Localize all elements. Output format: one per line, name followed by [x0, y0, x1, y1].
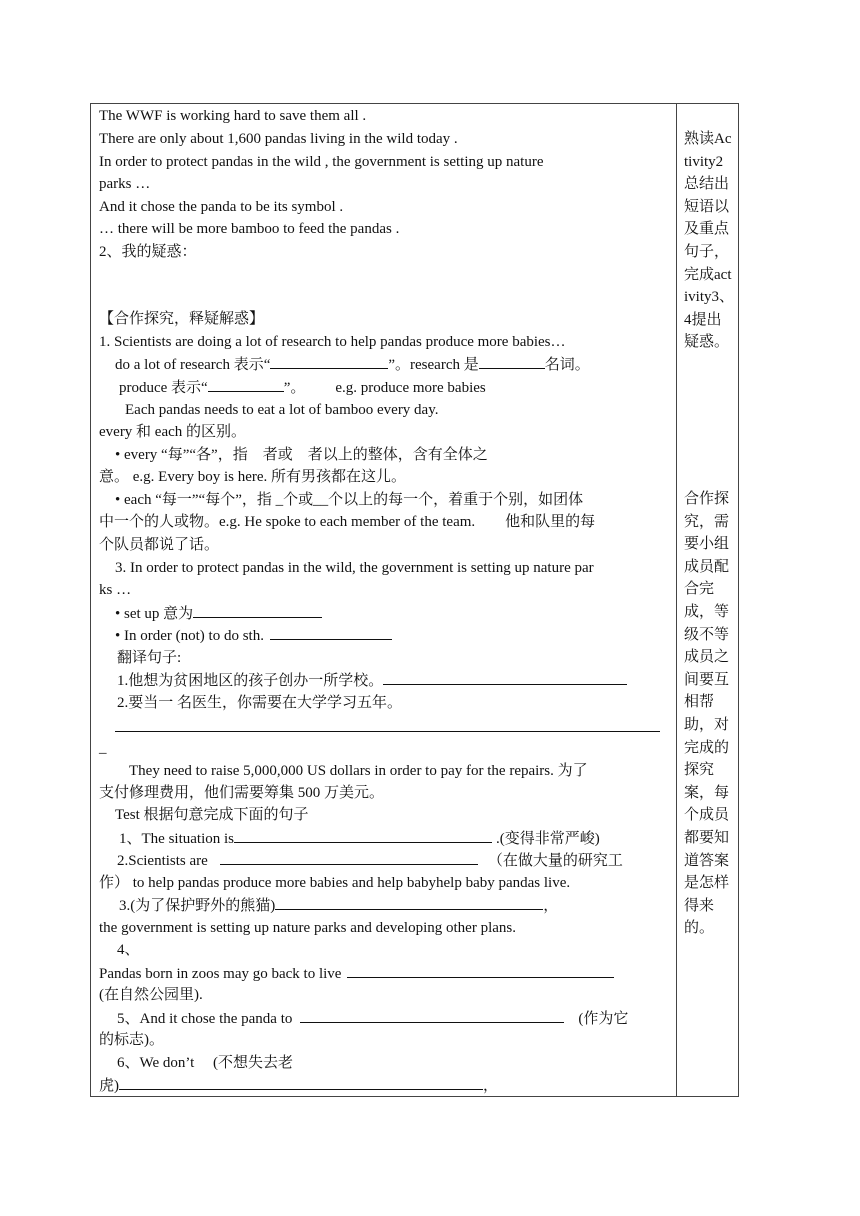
- text: 名词。: [544, 357, 590, 373]
- text-line: They need to raise 5,000,000 US dollars in order to pay for the repairs. 为了: [129, 763, 588, 779]
- text-line: _: [99, 740, 107, 756]
- question-1: 1. Scientists are doing a lot of research to help pandas produce more babies…: [99, 334, 566, 350]
- fill-line: [99, 962, 614, 985]
- text-line: 的标志)。: [99, 1032, 164, 1048]
- answer-line[interactable]: [115, 731, 660, 732]
- test-heading: Test 根据句意完成下面的句子: [115, 807, 309, 823]
- doubts-label: 2、我的疑惑：: [99, 244, 197, 260]
- text: (作为它: [578, 1011, 629, 1027]
- text-line: In order to protect pandas in the wild , the government is setting up nature: [99, 154, 544, 170]
- text-line: 意。 e.g. Every boy is here. 所有男孩都在这儿。: [99, 469, 407, 485]
- text-line: … there will be more bamboo to feed the pandas .: [99, 221, 400, 237]
- text-line: 个队员都说了话。: [99, 537, 220, 553]
- blank[interactable]: [119, 1074, 483, 1090]
- text: 5、And it chose the panda to: [117, 1011, 293, 1027]
- text: ，: [483, 1078, 499, 1094]
- text-line: 4、: [117, 942, 140, 958]
- text-line: There are only about 1,600 pandas living in the wild today .: [99, 131, 458, 147]
- text: produce 表示“: [119, 380, 208, 396]
- text: 1、The situation is: [119, 831, 234, 847]
- text: • set up 意为: [115, 606, 194, 622]
- text: ”。research 是: [388, 357, 479, 373]
- text: ”。: [283, 380, 306, 396]
- text: ，: [543, 898, 559, 914]
- text-line: 6、We don’t (不想失去老: [117, 1055, 294, 1071]
- fill-line: [119, 894, 558, 917]
- text-line: ks …: [99, 582, 132, 598]
- text: 3.(为了保护野外的熊猫): [119, 898, 276, 914]
- text-line: • every “每”“各”，指 者或 者以上的整体，含有全体之: [115, 447, 488, 463]
- text: do a lot of research 表示“: [115, 357, 271, 373]
- blank[interactable]: [383, 669, 627, 685]
- side-note-reading: 熟读Activity2总结出短语以及重点句子，完成activity3、4提出疑惑。: [684, 131, 735, 351]
- text-line: 支付修理费用，他们需要筹集 500 万美元。: [99, 785, 385, 801]
- fill-line: [119, 827, 600, 850]
- example: e.g. produce more babies: [335, 380, 486, 396]
- text-line: 2.要当一 名医生，你需要在大学学习五年。: [117, 695, 403, 711]
- fill-line: [115, 624, 392, 647]
- blank[interactable]: [234, 827, 492, 843]
- blank[interactable]: [208, 376, 284, 392]
- text-line: (在自然公园里).: [99, 987, 203, 1003]
- fill-line: [99, 1074, 498, 1097]
- blank[interactable]: [270, 624, 392, 640]
- section-heading: 【合作探究，释疑解惑】: [99, 311, 265, 327]
- blank[interactable]: [347, 962, 614, 978]
- text-line: 翻译句子:: [117, 650, 182, 666]
- fill-line: [115, 602, 322, 625]
- text-line: • each “每一”“每个”，指 _个或__个以上的每一个，着重于个别，如团体: [115, 492, 584, 508]
- column-divider: [676, 103, 677, 1097]
- text-line: 作） to help pandas produce more babies and help babyhelp baby pandas live.: [99, 875, 571, 891]
- text-line: And it chose the panda to be its symbol .: [99, 199, 344, 215]
- text-line: Each pandas needs to eat a lot of bamboo every day.: [125, 402, 439, 418]
- blank[interactable]: [193, 602, 322, 618]
- blank[interactable]: [479, 353, 545, 369]
- blank[interactable]: [270, 353, 388, 369]
- text-line: every 和 each 的区别。: [99, 424, 247, 440]
- blank[interactable]: [300, 1007, 564, 1023]
- text: （在做大量的研究工: [487, 853, 623, 869]
- text: 2.Scientists are: [117, 853, 208, 869]
- text-line: 中一个的人或物。e.g. He spoke to each member of the team. 他和队里的每: [99, 514, 596, 530]
- fill-line: [117, 669, 627, 692]
- blank[interactable]: [275, 894, 543, 910]
- fill-line: [119, 376, 486, 399]
- text-line: parks …: [99, 176, 151, 192]
- text: .(变得非常严峻): [496, 831, 600, 847]
- blank[interactable]: [220, 849, 478, 865]
- text-line: The WWF is working hard to save them all .: [99, 108, 367, 124]
- text: • In order (not) to do sth.: [115, 628, 264, 644]
- question-3: 3. In order to protect pandas in the wild, the government is setting up nature par: [115, 560, 594, 576]
- text-line: the government is setting up nature parks and developing other plans.: [99, 920, 516, 936]
- text: 虎): [99, 1078, 119, 1094]
- text: Pandas born in zoos may go back to live: [99, 966, 342, 982]
- fill-line: [115, 353, 590, 376]
- fill-line: [117, 1007, 628, 1030]
- text: 1.他想为贫困地区的孩子创办一所学校。: [117, 673, 384, 689]
- side-note-cooperation: 合作探究，需要小组成员配合完成，等级不等成员之间要互相帮助，对完成的探究案，每个成员都要知道答案是怎样得来的。: [684, 491, 730, 937]
- fill-line: [117, 849, 623, 872]
